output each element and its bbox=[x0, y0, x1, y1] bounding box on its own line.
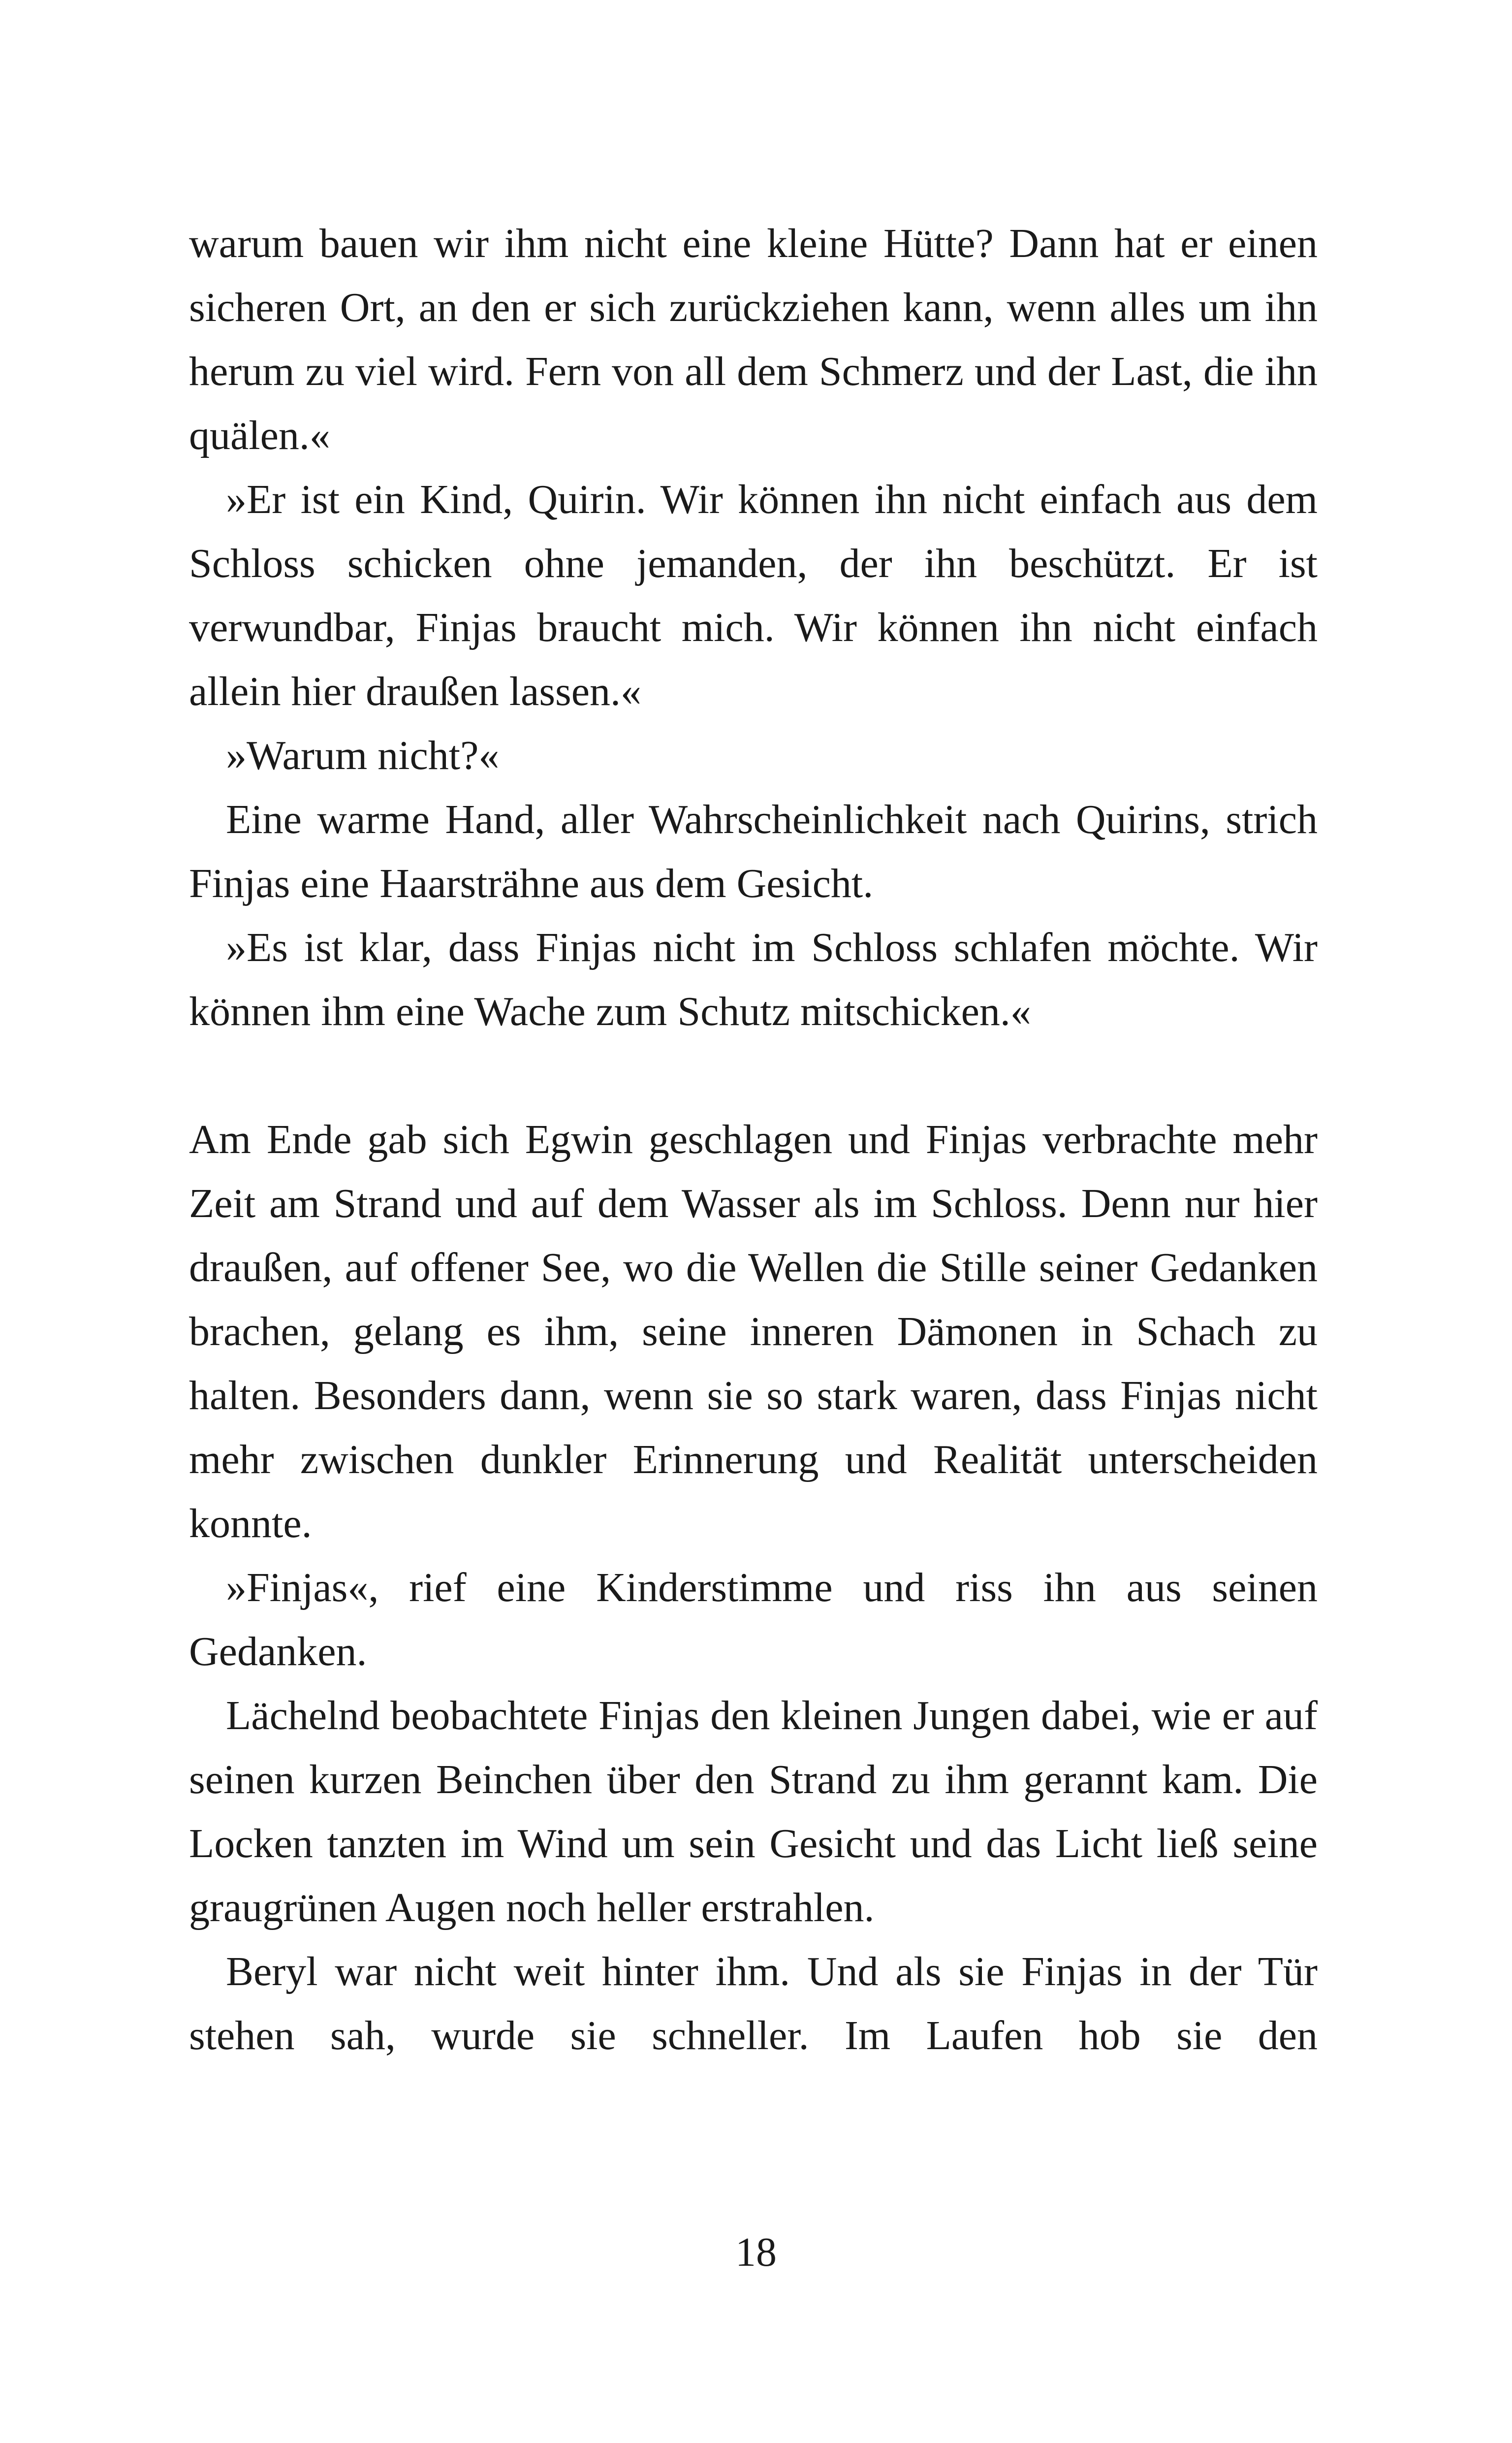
paragraph: Am Ende gab sich Egwin geschlagen und Finjas verbrachte mehr Zeit am Strand und auf dem Wasser als im Schloss. Denn nur hier draußen, auf offener See, wo die Wellen die Stille seiner Gedanken brachen, gelang es ihm, seine inneren Dämonen in Schach zu halten. Besonders dann, wenn sie so stark waren, dass Finjas nicht mehr zwischen dunkler Erinnerung und Realität unterscheiden konnte. bbox=[189, 1117, 1318, 1546]
paragraph: Beryl war nicht weit hinter ihm. Und als sie Finjas in der Tür stehen sah, wurde sie schneller. Im Laufen hob sie den bbox=[189, 1949, 1318, 2058]
paragraph: »Finjas«, rief eine Kinderstimme und riss ihn aus seinen Gedanken. bbox=[189, 1565, 1318, 1674]
paragraph: »Warum nicht?« bbox=[226, 733, 500, 778]
paragraph: warum bauen wir ihm nicht eine kleine Hütte? Dann hat er einen sicheren Ort, an den er sich zurückziehen kann, wenn alles um ihn herum zu viel wird. Fern von all dem Schmerz und der Last, die ihn quälen.« bbox=[189, 221, 1318, 458]
page-number: 18 bbox=[735, 2229, 777, 2275]
paragraph: »Er ist ein Kind, Quirin. Wir können ihn nicht einfach aus dem Schloss schicken ohne jemanden, der ihn beschützt. Er ist verwundbar, Finjas braucht mich. Wir können ihn nicht einfach allein hier draußen lassen.« bbox=[189, 477, 1318, 714]
paragraph: Eine warme Hand, aller Wahrscheinlichkeit nach Quirins, strich Finjas eine Haarsträhne aus dem Gesicht. bbox=[189, 797, 1318, 906]
paragraph: Lächelnd beobachtete Finjas den kleinen Jungen dabei, wie er auf seinen kurzen Beinchen über den Strand zu ihm gerannt kam. Die Locken tanzten im Wind um sein Gesicht und das Licht ließ seine graugrünen Augen noch heller erstrahlen. bbox=[189, 1693, 1318, 1930]
paragraph: »Es ist klar, dass Finjas nicht im Schloss schlafen möchte. Wir können ihm eine Wache zum Schutz mitschicken.« bbox=[189, 925, 1318, 1034]
section-break bbox=[189, 1044, 1318, 1108]
body-text bbox=[189, 212, 1318, 2068]
